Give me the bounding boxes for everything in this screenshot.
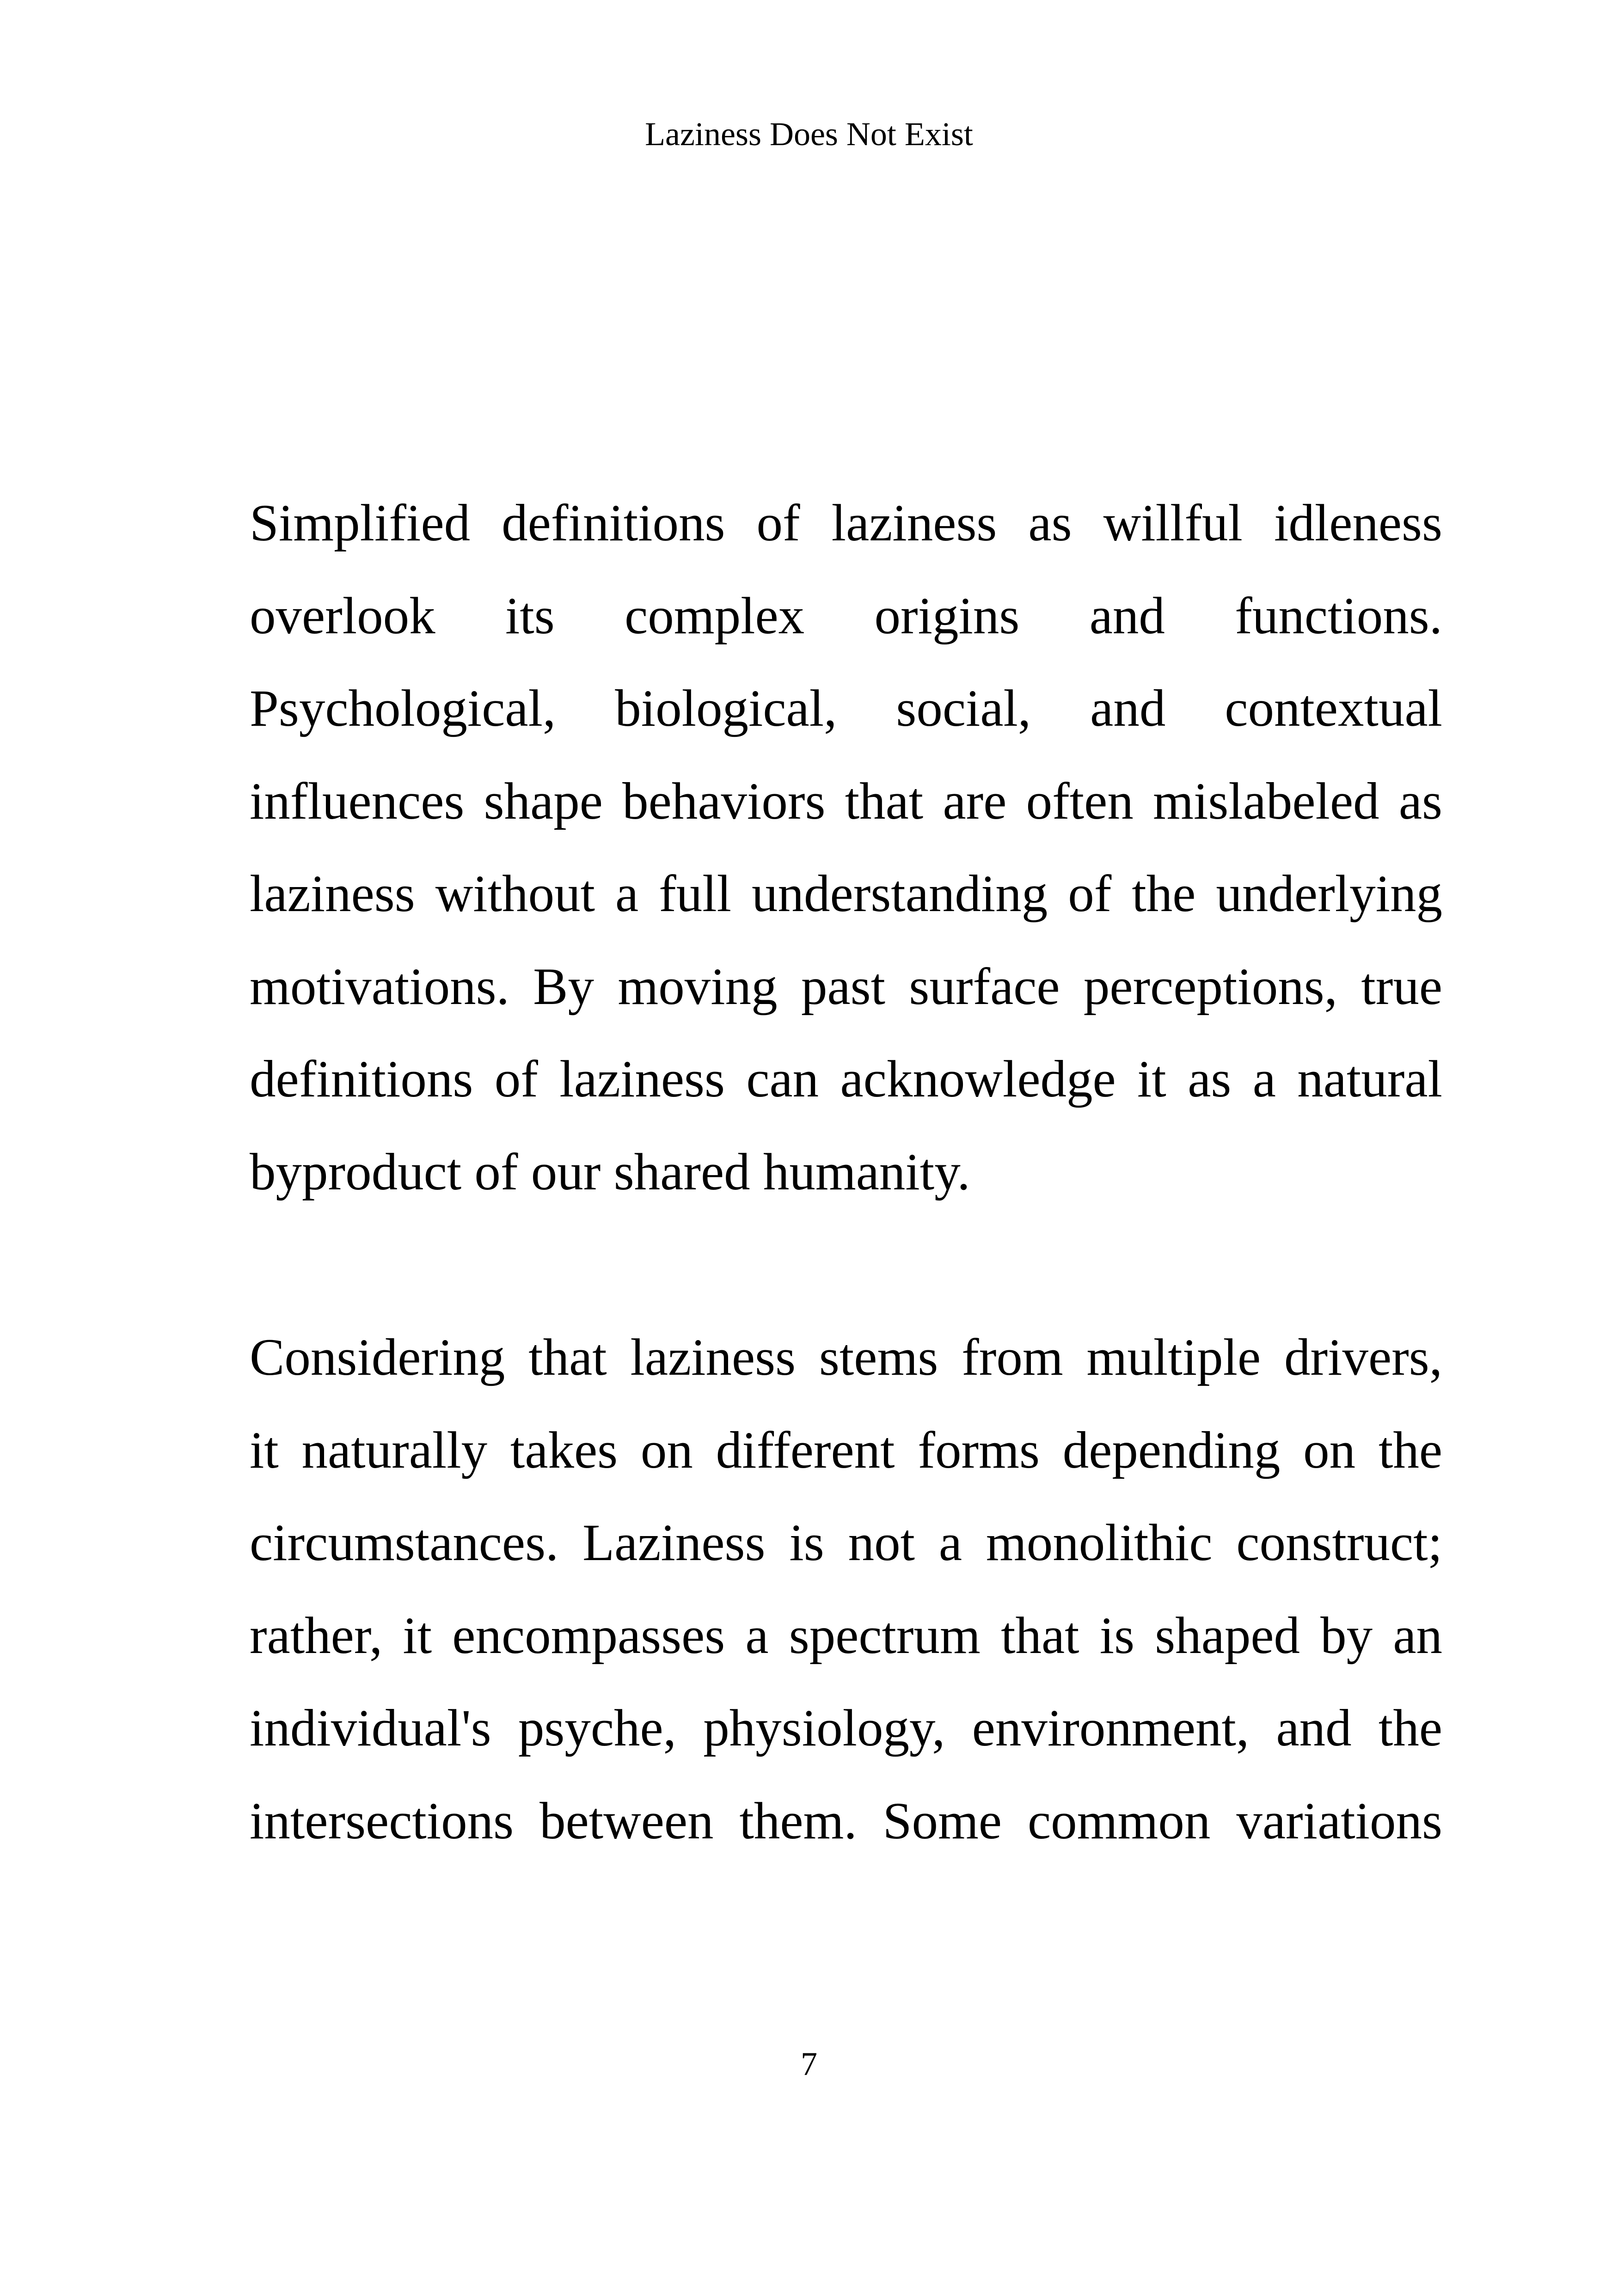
text-line: individual's psyche, physiology, environment, and the: [250, 1699, 1442, 1757]
page-number: 7: [801, 2045, 817, 2082]
text-line: Psychological, biological, social, and contextual: [250, 680, 1442, 737]
text-line: Simplified definitions of laziness as willful idleness: [250, 494, 1442, 552]
text-line: influences shape behaviors that are often mislabeled as: [250, 772, 1442, 830]
text-line: intersections between them. Some common variations: [250, 1792, 1442, 1850]
running-header: Laziness Does Not Exist: [645, 116, 973, 153]
text-line: it naturally takes on different forms depending on the: [250, 1421, 1442, 1479]
text-line: definitions of laziness can acknowledge it as a natural: [250, 1050, 1442, 1108]
text-line: laziness without a full understanding of the underlying: [250, 865, 1442, 923]
paragraph-1: [250, 477, 1442, 1218]
text-line: motivations. By moving past surface perceptions, true: [250, 957, 1442, 1016]
text-line: byproduct of our shared humanity.: [250, 1143, 970, 1201]
text-line: rather, it encompasses a spectrum that is shaped by an: [250, 1606, 1442, 1665]
paragraph-2: [250, 1311, 1442, 1867]
text-line: circumstances. Laziness is not a monolithic construct;: [250, 1514, 1442, 1572]
text-line: overlook its complex origins and functions.: [250, 587, 1442, 645]
text-line: Considering that laziness stems from multiple drivers,: [250, 1329, 1442, 1386]
